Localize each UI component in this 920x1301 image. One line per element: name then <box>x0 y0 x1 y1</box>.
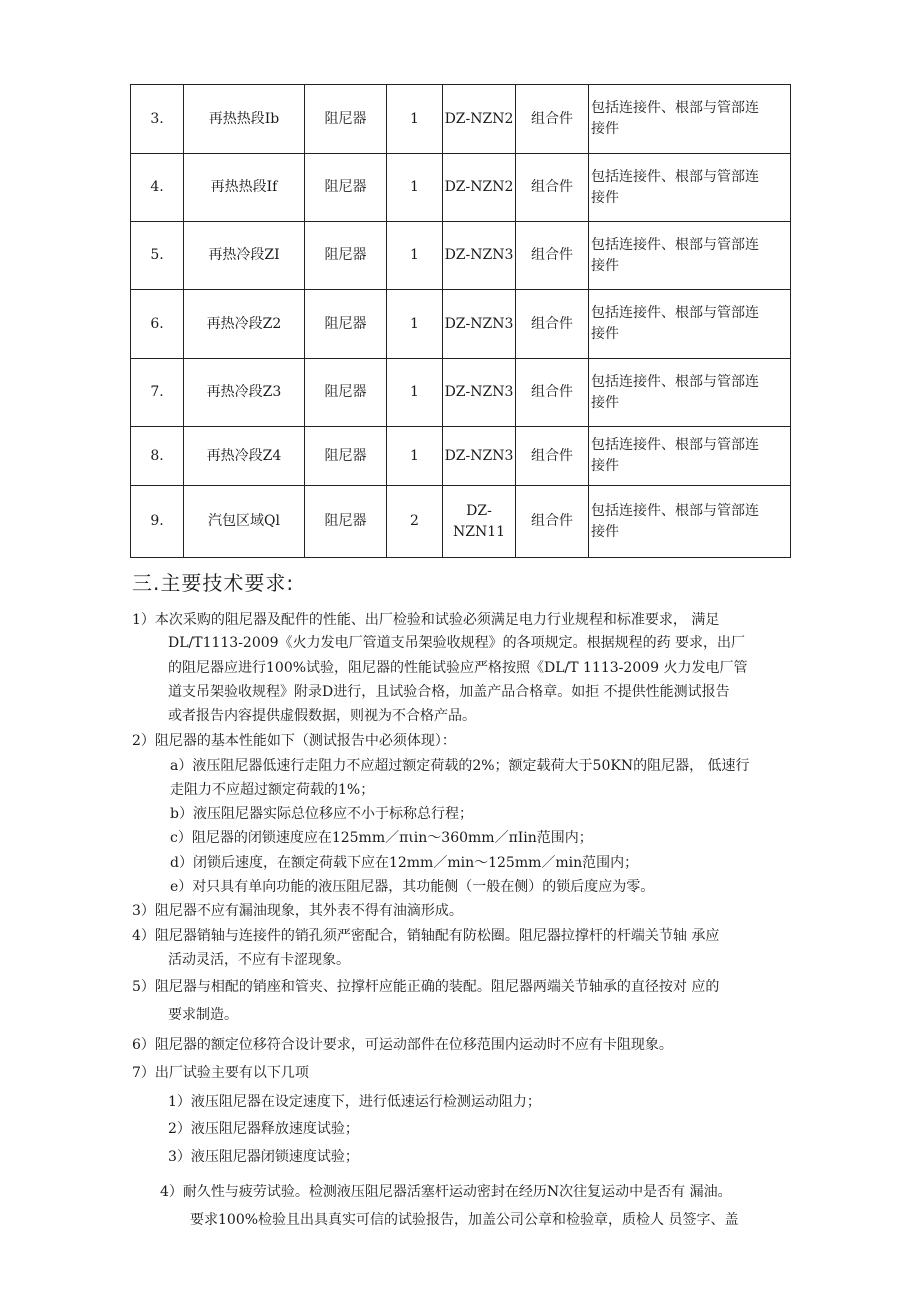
cell-section: 再热热段Ib <box>184 85 305 154</box>
cell-model: DZ-NZN3 <box>443 290 516 359</box>
cell-type: 阻尼器 <box>305 427 387 486</box>
cell-no: 8. <box>131 427 184 486</box>
req2-d: d）闭锁后速度，在额定荷载下应在12mm／min～125mm／min范围内； <box>170 855 639 871</box>
cell-note <box>589 486 791 558</box>
note-line-1: 包括连接件、根部与管部连 <box>591 100 759 116</box>
table-row <box>131 154 791 222</box>
cell-note <box>589 154 791 222</box>
req6: 6）阻尼器的额定位移符合设计要求，可运动部件在位移范围内运动时不应有卡阻现象。 <box>132 1037 673 1053</box>
cell-type: 阻尼器 <box>305 222 387 290</box>
table-row <box>131 85 791 154</box>
section-heading: 三.主要技术要求: <box>132 571 295 595</box>
note-line-1: 包括连接件、根部与管部连 <box>591 305 759 321</box>
cell-qty: 1 <box>387 359 443 427</box>
note-line-1: 包括连接件、根部与管部连 <box>591 437 759 453</box>
equipment-table <box>130 84 791 558</box>
cell-form: 组合件 <box>516 290 589 359</box>
req2-c: c）阻尼器的闭锁速度应在125mm／πιin～360mm／πIin范围内； <box>170 830 593 846</box>
table-row <box>131 290 791 359</box>
cell-type: 阻尼器 <box>305 85 387 154</box>
cell-no: 5. <box>131 222 184 290</box>
note-line-2: 接件 <box>591 257 619 274</box>
cell-no: 6. <box>131 290 184 359</box>
cell-qty: 1 <box>387 85 443 154</box>
note-line-2: 接件 <box>591 121 619 137</box>
cell-type: 阻尼器 <box>305 290 387 359</box>
cell-model: DZ-NZN11 <box>443 486 516 558</box>
req2-e: e）对只具有单向功能的液压阻尼器，其功能侧（一般在侧）的锁后度应为零。 <box>170 879 655 895</box>
cell-model: DZ-NZN3 <box>443 359 516 427</box>
cell-no: 9. <box>131 486 184 558</box>
req7-item1: 1）液压阻尼器在设定速度下，进行低速运行检测运动阻力； <box>168 1094 541 1110</box>
table-row <box>131 359 791 427</box>
cell-note <box>589 290 791 359</box>
req1-line2: DL/T1113-2009《火力发电厂管道支吊架验收规程》的各项规定。根据规程的药 要求，出厂 <box>168 635 746 651</box>
cell-note <box>589 427 791 486</box>
cell-section: 汽包区域Ql <box>184 486 305 558</box>
cell-model: DZ-NZN3 <box>443 222 516 290</box>
cell-model: DZ-NZN2 <box>443 85 516 154</box>
cell-form: 组合件 <box>516 222 589 290</box>
table-row <box>131 486 791 558</box>
cell-qty: 2 <box>387 486 443 558</box>
note-line-1: 包括连接件、根部与管部连 <box>591 373 759 390</box>
cell-type: 阻尼器 <box>305 359 387 427</box>
cell-qty: 1 <box>387 154 443 222</box>
note-line-1: 包括连接件、根部与管部连 <box>591 502 759 519</box>
cell-qty: 1 <box>387 427 443 486</box>
req7-title: 7）出厂试验主要有以下几项 <box>132 1065 309 1081</box>
req7-item2: 2）液压阻尼器释放速度试验； <box>168 1121 359 1137</box>
cell-section: 再热热段If <box>184 154 305 222</box>
note-line-1: 包括连接件、根部与管部连 <box>591 236 759 253</box>
table-row <box>131 222 791 290</box>
note-line-2: 接件 <box>591 189 619 206</box>
note-line-2: 接件 <box>591 326 619 342</box>
req5-line2: 要求制造。 <box>168 1007 238 1023</box>
req4-line2: 活动灵活，不应有卡涩现象。 <box>168 952 350 968</box>
cell-form: 组合件 <box>516 154 589 222</box>
cell-no: 7. <box>131 359 184 427</box>
cell-qty: 1 <box>387 290 443 359</box>
req2-b: b）液压阻尼器实际总位移应不小于标称总行程； <box>170 806 473 822</box>
cell-form: 组合件 <box>516 359 589 427</box>
req2-title: 2）阻尼器的基本性能如下（测试报告中必须体现）： <box>132 733 456 749</box>
req7-item4-cont: 要求100%检验且出具真实可信的试验报告，加盖公司公章和检验章，质检人 员签字、盖 <box>190 1212 739 1228</box>
req2-a-line1: a）液压阻尼器低速行走阻力不应超过额定荷载的2%；额定载荷大于50KN的阻尼器， 低速行 <box>170 758 750 774</box>
req1-line4: 道支吊架验收规程》附录D进行，且试验合格，加盖产品合格章。如拒 不提供性能测试报告 <box>168 684 730 700</box>
note-line-2: 接件 <box>591 394 619 411</box>
note-line-2: 接件 <box>591 458 619 474</box>
req1-line1: 1）本次采购的阻尼器及配件的性能、出厂检验和试验必须满足电力行业规程和标准要求， 满足 <box>132 612 720 628</box>
cell-section: 再热冷段Z4 <box>184 427 305 486</box>
cell-form: 组合件 <box>516 427 589 486</box>
cell-no: 3. <box>131 85 184 154</box>
cell-section: 再热冷段ZI <box>184 222 305 290</box>
note-line-2: 接件 <box>591 523 619 540</box>
cell-model: DZ-NZN3 <box>443 427 516 486</box>
req4-line1: 4）阻尼器销轴与连接件的销孔须严密配合，销轴配有防松圈。阻尼器拉撑杆的杆端关节轴 承应 <box>132 928 720 944</box>
req7-item4: 4）耐久性与疲劳试验。检测液压阻尼器活塞杆运动密封在经历N次往复运动中是否有 漏油。 <box>160 1184 732 1200</box>
cell-section: 再热冷段Z3 <box>184 359 305 427</box>
cell-qty: 1 <box>387 222 443 290</box>
cell-no: 4. <box>131 154 184 222</box>
cell-type: 阻尼器 <box>305 154 387 222</box>
cell-note <box>589 359 791 427</box>
req2-a-line2: 走阻力不应超过额定荷载的1%； <box>170 782 375 798</box>
cell-note <box>589 222 791 290</box>
cell-form: 组合件 <box>516 85 589 154</box>
req1-line3: 的阻尼器应进行100%试验，阻尼器的性能试验应严格按照《DL/T 1113-2009 火力发电厂管 <box>168 660 748 676</box>
table-row <box>131 427 791 486</box>
req3: 3）阻尼器不应有漏油现象，其外表不得有油滴形成。 <box>132 903 463 919</box>
note-line-1: 包括连接件、根部与管部连 <box>591 168 759 185</box>
cell-model: DZ-NZN2 <box>443 154 516 222</box>
cell-note <box>589 85 791 154</box>
req7-item3: 3）液压阻尼器闭锁速度试验； <box>168 1149 359 1165</box>
cell-section: 再热冷段Z2 <box>184 290 305 359</box>
req5-line1: 5）阻尼器与相配的销座和管夹、拉撑杆应能正确的装配。阻尼器两端关节轴承的直径按对 应的 <box>132 979 720 995</box>
cell-type: 阻尼器 <box>305 486 387 558</box>
cell-form: 组合件 <box>516 486 589 558</box>
req1-line5: 或者报告内容提供虚假数据，则视为不合格产品。 <box>168 708 476 724</box>
